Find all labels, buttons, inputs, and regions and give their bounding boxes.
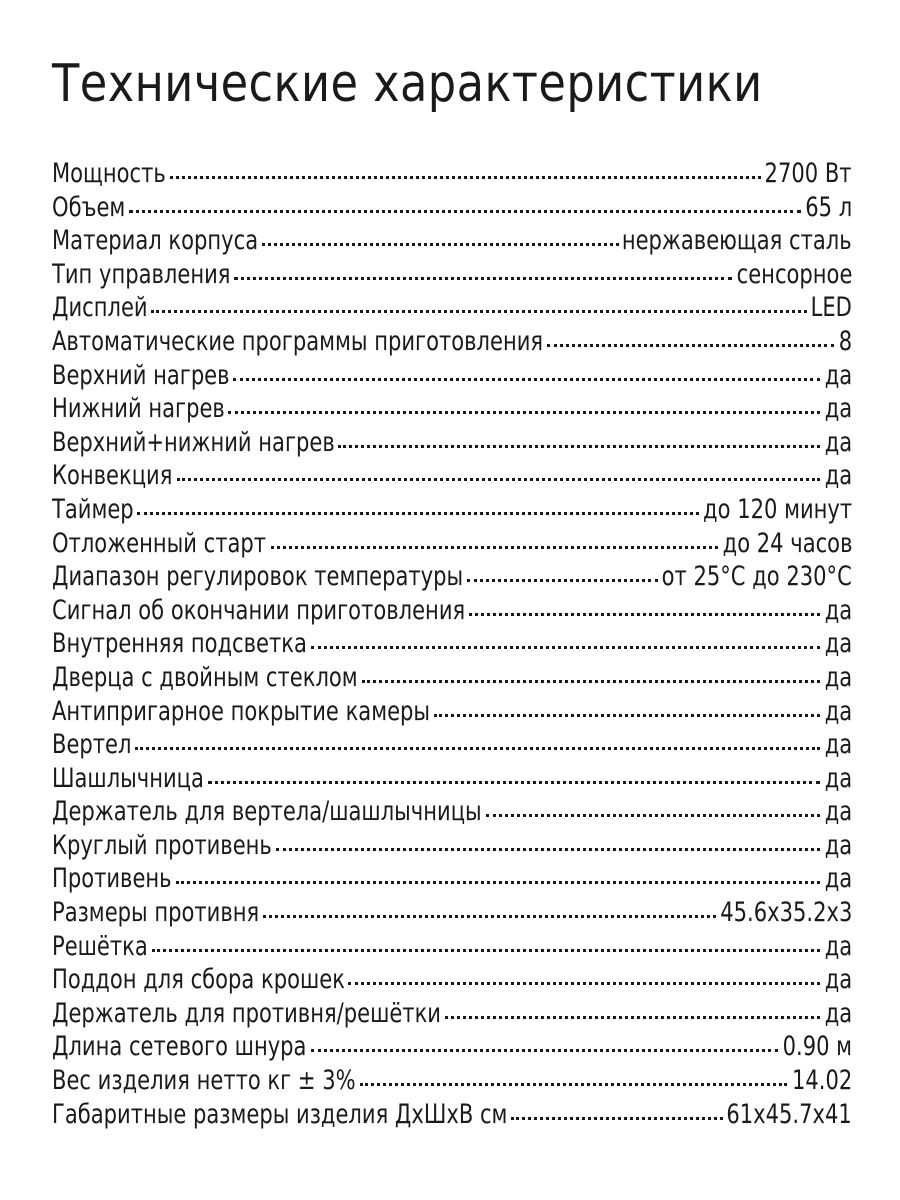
spec-value: 8 [838, 325, 852, 357]
spec-value: нержавеющая сталь [622, 225, 852, 257]
dot-leader [137, 512, 698, 515]
spec-label: Антипригарное покрытие камеры [52, 695, 431, 727]
spec-value: да [824, 729, 852, 761]
dot-leader [170, 176, 762, 179]
spec-label: Внутренняя подсветка [52, 628, 307, 660]
spec-row [52, 191, 852, 225]
spec-label: Вес изделия нетто кг ± 3% [52, 1065, 356, 1097]
spec-label: Шашлычница [52, 762, 204, 794]
spec-label: Длина сетевого шнура [52, 1031, 307, 1063]
spec-row [52, 728, 852, 762]
spec-value: да [824, 762, 852, 794]
spec-label: Отложенный старт [52, 527, 267, 559]
spec-value: да [824, 796, 852, 828]
dot-leader [262, 243, 618, 246]
spec-label: Таймер [52, 493, 134, 525]
spec-value: да [824, 997, 852, 1029]
spec-row [52, 997, 852, 1031]
spec-value: 0.90 м [782, 1031, 852, 1063]
dot-leader [445, 1016, 821, 1019]
spec-row [52, 795, 852, 829]
spec-sheet [52, 52, 852, 1130]
spec-row [52, 459, 852, 493]
spec-row [52, 560, 852, 594]
spec-row [52, 325, 852, 359]
spec-value: от 25°C до 230°C [661, 561, 852, 593]
dot-leader [467, 579, 658, 582]
spec-label: Нижний нагрев [52, 393, 225, 425]
spec-row [52, 291, 852, 325]
spec-row [52, 1098, 852, 1132]
dot-leader [486, 814, 821, 817]
dot-leader [152, 949, 821, 952]
spec-row [52, 258, 852, 292]
dot-leader [511, 1117, 722, 1120]
spec-value: да [824, 628, 852, 660]
spec-label: Мощность [52, 158, 166, 189]
spec-label: Поддон для сбора крошек [52, 964, 345, 996]
spec-row [52, 224, 852, 258]
spec-row [52, 695, 852, 729]
spec-value: до 24 часов [722, 527, 852, 559]
spec-label: Сигнал об окончании приготовления [52, 594, 466, 626]
spec-value: да [824, 460, 852, 492]
spec-value: сенсорное [736, 258, 852, 290]
dot-leader [271, 546, 718, 549]
spec-label: Тип управления [52, 258, 231, 290]
dot-leader [434, 714, 821, 717]
dot-leader [176, 881, 820, 884]
spec-value: да [824, 829, 852, 861]
spec-row [52, 359, 852, 393]
spec-value: да [824, 863, 852, 895]
dot-leader [129, 210, 801, 213]
spec-row [52, 527, 852, 561]
spec-row [52, 862, 852, 896]
dot-leader [311, 1049, 779, 1052]
spec-value: 61x45.7x41 [726, 1098, 852, 1130]
dot-leader [151, 310, 807, 313]
spec-value: да [824, 964, 852, 996]
spec-row [52, 762, 852, 796]
dot-leader [135, 747, 820, 750]
spec-row [52, 661, 852, 695]
spec-label: Диапазон регулировок температуры [52, 561, 464, 593]
spec-value: да [824, 930, 852, 962]
spec-row [52, 930, 852, 964]
spec-label: Габаритные размеры изделия ДхШхВ см [52, 1098, 508, 1130]
spec-row [52, 493, 852, 527]
spec-label: Конвекция [52, 460, 173, 492]
dot-leader [276, 848, 821, 851]
spec-label: Объем [52, 191, 126, 223]
page-title: Технические характеристики [52, 54, 763, 114]
spec-value: да [824, 426, 852, 458]
spec-value: да [824, 594, 852, 626]
spec-list [52, 157, 852, 1131]
spec-value: да [824, 695, 852, 727]
spec-label: Материал корпуса [52, 225, 259, 257]
spec-value: 45.6x35.2x3 [719, 897, 852, 929]
dot-leader [233, 378, 820, 381]
spec-label: Держатель для противня/решётки [52, 997, 441, 1029]
spec-value: да [824, 359, 852, 391]
spec-label: Дверца с двойным стеклом [52, 661, 358, 693]
spec-row [52, 627, 852, 661]
dot-leader [228, 411, 820, 414]
spec-label: Дисплей [52, 292, 148, 324]
spec-row [52, 896, 852, 930]
spec-label: Решётка [52, 930, 148, 962]
spec-label: Размеры противня [52, 897, 260, 929]
dot-leader [208, 781, 821, 784]
spec-label: Вертел [52, 729, 132, 761]
spec-row [52, 963, 852, 997]
spec-label: Круглый противень [52, 829, 272, 861]
spec-value: LED [810, 292, 852, 324]
spec-label: Противень [52, 863, 172, 895]
dot-leader [311, 646, 821, 649]
spec-label: Верхний нагрев [52, 359, 230, 391]
spec-value: да [824, 661, 852, 693]
spec-label: Автоматические программы приготовления [52, 325, 544, 357]
spec-value: до 120 минут [702, 493, 852, 525]
spec-label: Держатель для вертела/шашлычницы [52, 796, 482, 828]
spec-row [52, 1064, 852, 1098]
spec-value: 14.02 [791, 1065, 852, 1097]
spec-value: 65 л [805, 191, 852, 223]
spec-row [52, 829, 852, 863]
spec-row [52, 1030, 852, 1064]
dot-leader [177, 478, 821, 481]
spec-value: 2700 Вт [764, 158, 852, 189]
spec-value: да [824, 393, 852, 425]
spec-row [52, 594, 852, 628]
spec-row [52, 392, 852, 426]
spec-row [52, 157, 852, 191]
dot-leader [360, 1083, 787, 1086]
dot-leader [234, 277, 732, 280]
dot-leader [362, 680, 821, 683]
spec-row [52, 426, 852, 460]
dot-leader [547, 344, 835, 347]
dot-leader [263, 915, 716, 918]
dot-leader [348, 982, 820, 985]
dot-leader [338, 445, 820, 448]
dot-leader [469, 613, 820, 616]
spec-label: Верхний+нижний нагрев [52, 426, 335, 458]
